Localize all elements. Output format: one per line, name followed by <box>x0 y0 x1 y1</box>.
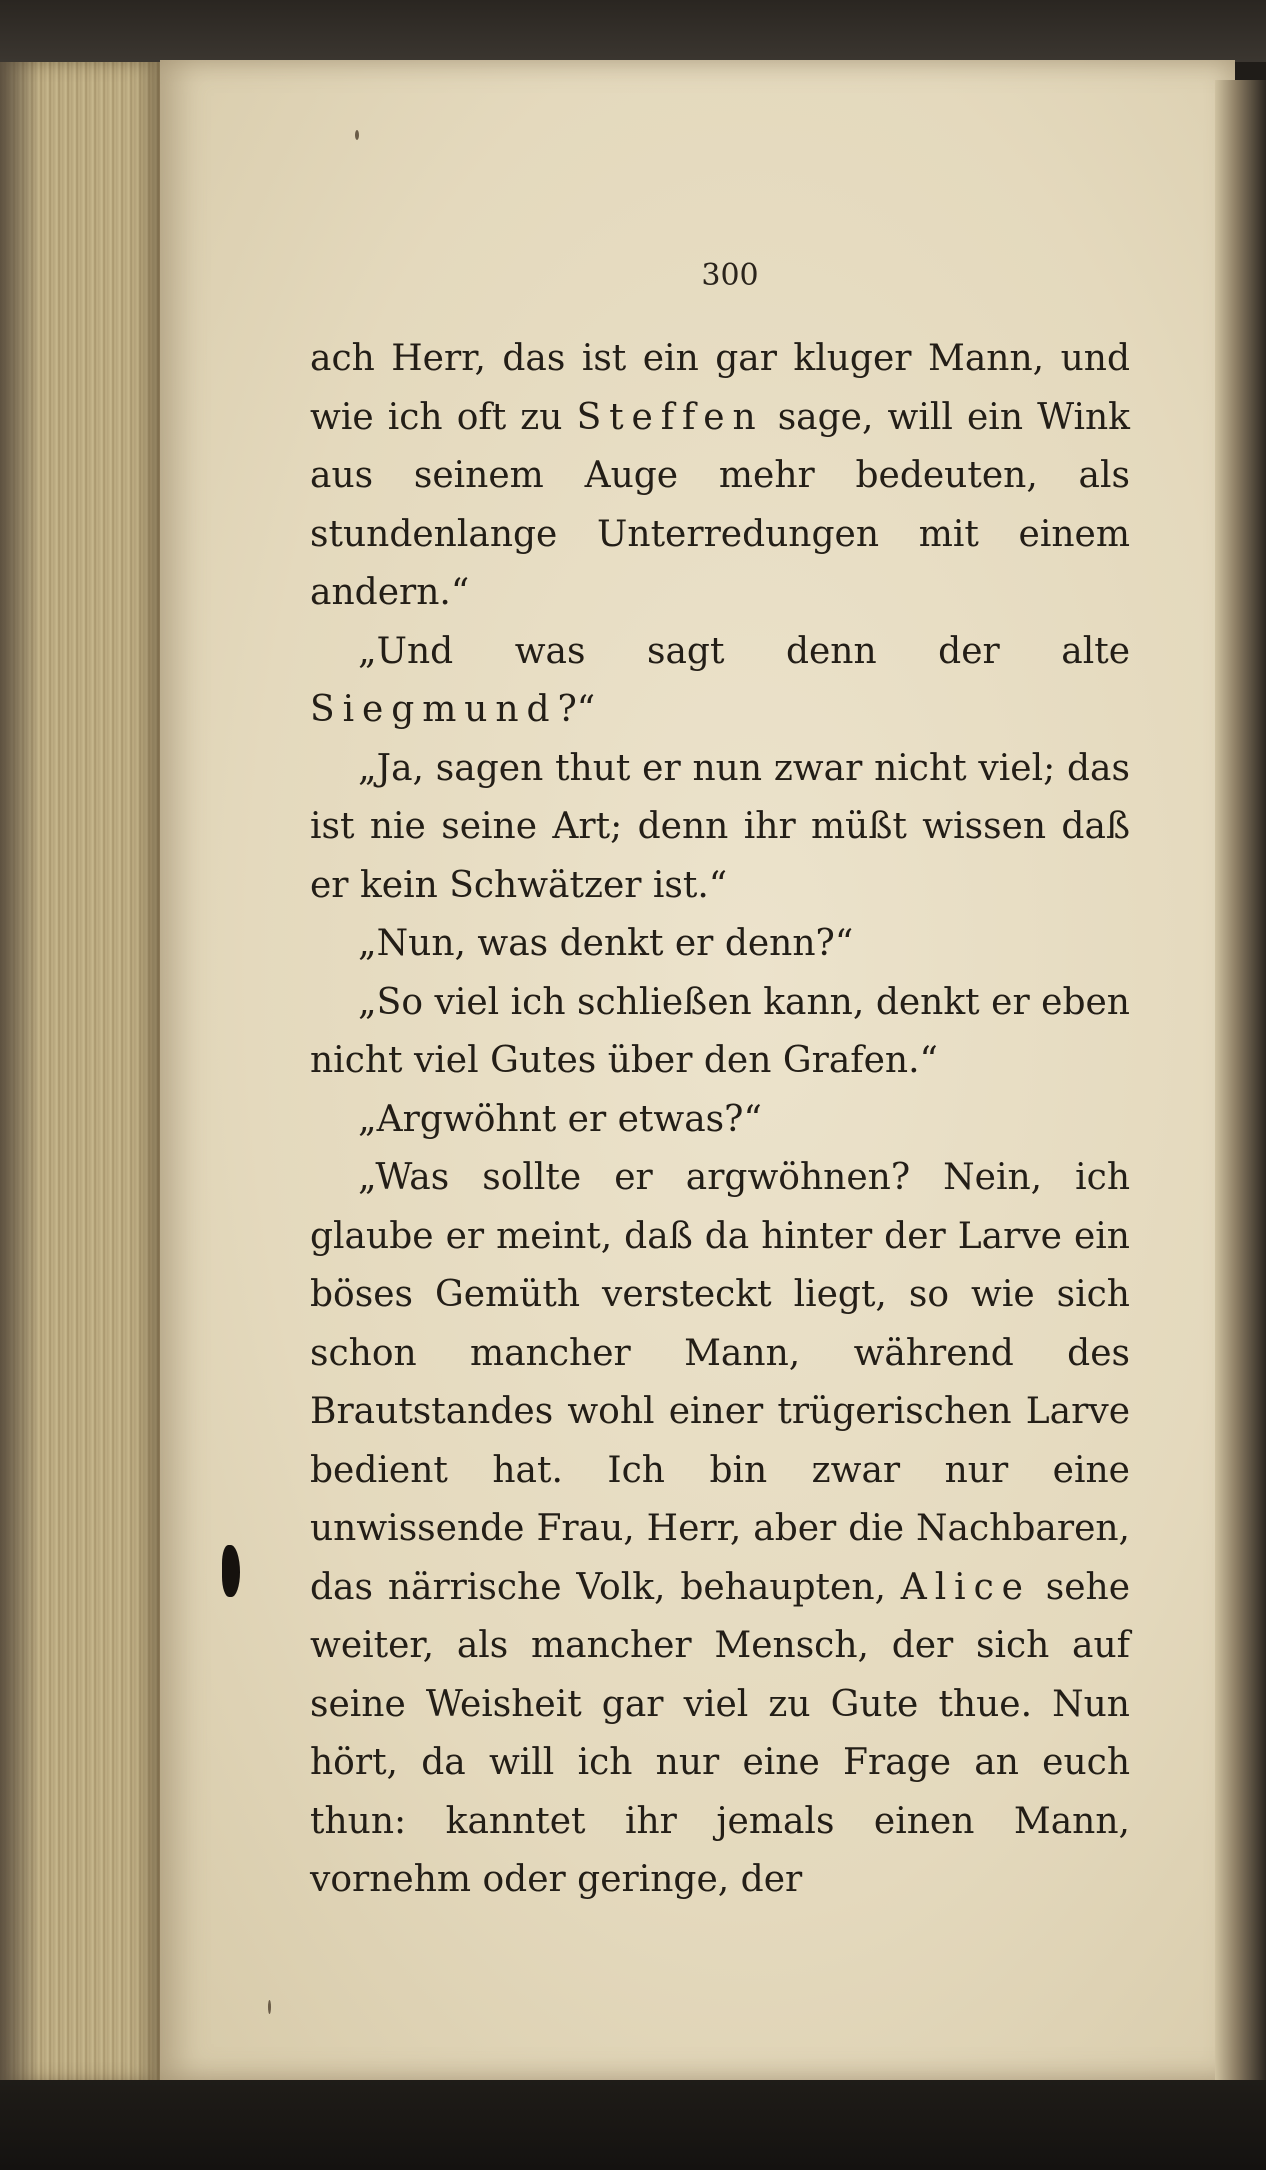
text-run: „Argwöhnt er etwas?“ <box>358 1098 762 1140</box>
body-text <box>310 330 1130 1910</box>
page-edge-right <box>1215 80 1266 2080</box>
paragraph <box>310 1091 1130 1150</box>
text-run: „Was sollte er argwöhnen? Nein, ich glaube er meint, daß da hinter der Larve ein böses Gemüth versteckt liegt, so wie sich schon mancher Mann, während des Brautstandes wohl einer trügerischen Larve bedient hat. Ich bin zwar nur eine unwissende Frau, Herr, aber die Nachbaren, das närrische Volk, behaupten, <box>310 1157 1130 1608</box>
paragraph <box>310 330 1130 623</box>
text-run: „Und was sagt denn der alte <box>358 630 1130 672</box>
text-run: „Ja, sagen thut er nun zwar nicht viel; das ist nie seine Art; denn ihr müßt wissen daß er kein Schwätzer ist.“ <box>310 747 1130 906</box>
page-number: 300 <box>701 258 759 293</box>
spaced-name: Steffen <box>576 396 764 438</box>
ink-blot <box>222 1545 240 1597</box>
text-run: „So viel ich schließen kann, denkt er eben nicht viel Gutes über den Grafen.“ <box>310 981 1130 1081</box>
paper-speck <box>355 130 359 140</box>
paper-speck <box>268 2000 271 2014</box>
paragraph <box>310 1149 1130 1910</box>
text-run: ach Herr, das ist ein gar kluger Mann, und wie ich oft zu <box>310 338 1130 438</box>
spaced-name: Alice <box>900 1566 1031 1608</box>
text-run: sage, will ein Wink aus seinem Auge mehr bedeuten, als stundenlange Unterredungen mit einem andern.“ <box>310 396 1130 613</box>
spaced-name: Siegmund <box>310 689 558 730</box>
scan-background-top <box>0 0 1266 62</box>
paragraph <box>310 915 1130 974</box>
text-run: „Nun, was denkt er denn?“ <box>358 923 854 964</box>
text-run: sehe weiter, als mancher Mensch, der sich auf seine Weisheit gar viel zu Gute thue. Nun hört, da will ich nur eine Frage an euch thun: kanntet ihr jemals einen Mann, vornehm oder geringe, der <box>310 1566 1130 1900</box>
paragraph <box>310 740 1130 916</box>
paragraph <box>310 974 1130 1091</box>
text-run: ?“ <box>557 689 596 730</box>
binding-shadow <box>0 62 40 2082</box>
paragraph <box>310 623 1130 740</box>
scan-background-bottom <box>0 2080 1266 2170</box>
